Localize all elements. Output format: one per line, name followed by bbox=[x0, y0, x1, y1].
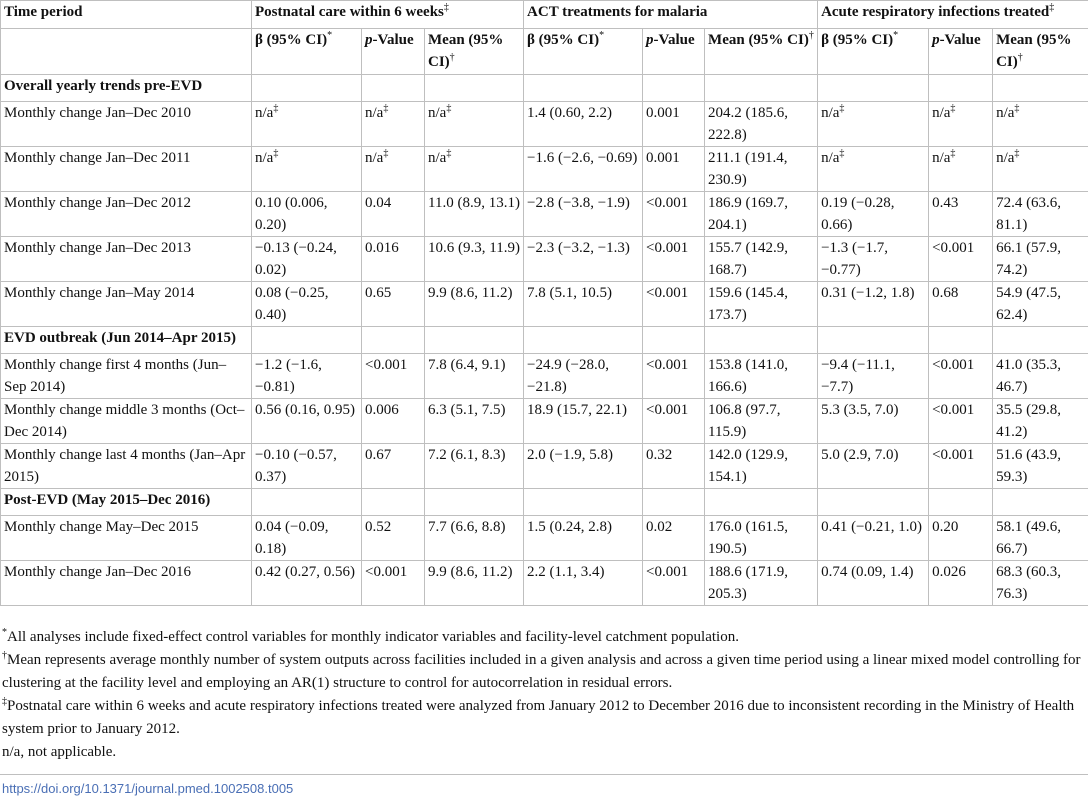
empty-cell bbox=[252, 489, 362, 516]
cell-value: n/a bbox=[996, 150, 1015, 166]
footnote-mark: * bbox=[599, 30, 605, 41]
table-cell bbox=[929, 237, 993, 282]
empty-cell bbox=[362, 489, 425, 516]
table-cell bbox=[643, 399, 705, 444]
cell-value: n/a bbox=[255, 150, 274, 166]
cell-value: 159.6 (145.4, 173.7) bbox=[708, 285, 789, 323]
cell-value: 51.6 (43.9, 59.3) bbox=[996, 447, 1062, 485]
row-label: Monthly change last 4 months (Jan–Apr 2015) bbox=[1, 444, 252, 489]
table-row bbox=[1, 192, 1088, 237]
table-cell bbox=[425, 354, 524, 399]
empty-cell bbox=[929, 75, 993, 102]
table-cell bbox=[993, 192, 1088, 237]
p-value-header bbox=[643, 29, 705, 75]
table-cell bbox=[252, 102, 362, 147]
empty-cell bbox=[705, 327, 818, 354]
table-cell bbox=[643, 516, 705, 561]
cell-value: <0.001 bbox=[646, 564, 689, 580]
cell-value: −9.4 (−11.1, −7.7) bbox=[821, 357, 895, 395]
footnote-text: n/a, not applicable. bbox=[2, 744, 117, 760]
mean-ci-label: Mean (95% CI) bbox=[996, 32, 1072, 70]
section-title: Post-EVD (May 2015–Dec 2016) bbox=[1, 489, 252, 516]
cell-value: <0.001 bbox=[932, 402, 975, 418]
table-cell bbox=[818, 192, 929, 237]
row-label: Monthly change Jan–Dec 2011 bbox=[1, 147, 252, 192]
cell-value: <0.001 bbox=[646, 195, 689, 211]
table-cell bbox=[252, 516, 362, 561]
empty-cell bbox=[643, 489, 705, 516]
beta-ci-header bbox=[818, 29, 929, 75]
section-row bbox=[1, 489, 1088, 516]
table-row bbox=[1, 147, 1088, 192]
empty-cell bbox=[929, 489, 993, 516]
table-cell bbox=[705, 282, 818, 327]
table-cell bbox=[818, 444, 929, 489]
cell-value: <0.001 bbox=[932, 447, 975, 463]
table-cell bbox=[252, 399, 362, 444]
beta-ci-label: β (95% CI) bbox=[527, 32, 600, 48]
cell-value: 0.52 bbox=[365, 519, 392, 535]
table-cell bbox=[705, 444, 818, 489]
cell-value: n/a bbox=[932, 150, 951, 166]
cell-value: 72.4 (63.6, 81.1) bbox=[996, 195, 1062, 233]
empty-cell bbox=[818, 489, 929, 516]
cell-value: 0.19 (−0.28, 0.66) bbox=[821, 195, 895, 233]
table-cell bbox=[929, 444, 993, 489]
p-value-header bbox=[929, 29, 993, 75]
table-cell bbox=[993, 399, 1088, 444]
cell-value: 7.2 (6.1, 8.3) bbox=[428, 447, 506, 463]
table-cell bbox=[252, 561, 362, 606]
empty-header-cell bbox=[1, 29, 252, 75]
table-cell bbox=[993, 516, 1088, 561]
row-label: Monthly change first 4 months (Jun–Sep 2014) bbox=[1, 354, 252, 399]
cell-value: 176.0 (161.5, 190.5) bbox=[708, 519, 789, 557]
table-row bbox=[1, 354, 1088, 399]
empty-cell bbox=[818, 75, 929, 102]
cell-value: 0.04 bbox=[365, 195, 392, 211]
footnote bbox=[2, 741, 1086, 764]
table-row bbox=[1, 444, 1088, 489]
cell-value: <0.001 bbox=[365, 564, 408, 580]
cell-value: 54.9 (47.5, 62.4) bbox=[996, 285, 1062, 323]
table-cell bbox=[993, 444, 1088, 489]
table-cell bbox=[425, 282, 524, 327]
mean-ci-header bbox=[425, 29, 524, 75]
group-label: Acute respiratory infections treated bbox=[821, 4, 1050, 20]
table-cell bbox=[643, 561, 705, 606]
group-header-ari bbox=[818, 1, 1088, 29]
cell-value: 66.1 (57.9, 74.2) bbox=[996, 240, 1062, 278]
table-cell bbox=[524, 444, 643, 489]
cell-value: 0.026 bbox=[932, 564, 966, 580]
beta-ci-label: β (95% CI) bbox=[255, 32, 328, 48]
cell-value: 6.3 (5.1, 7.5) bbox=[428, 402, 506, 418]
row-label: Monthly change Jan–Dec 2016 bbox=[1, 561, 252, 606]
table-body bbox=[1, 75, 1088, 606]
footnote-mark: * bbox=[2, 627, 7, 638]
cell-value: <0.001 bbox=[646, 357, 689, 373]
footnote-mark: ‡ bbox=[446, 148, 452, 159]
cell-value: <0.001 bbox=[365, 357, 408, 373]
cell-value: 0.001 bbox=[646, 105, 680, 121]
empty-cell bbox=[362, 327, 425, 354]
time-period-header: Time period bbox=[1, 1, 252, 29]
cell-value: <0.001 bbox=[646, 402, 689, 418]
table-cell bbox=[362, 102, 425, 147]
table-cell bbox=[818, 354, 929, 399]
cell-value: 106.8 (97.7, 115.9) bbox=[708, 402, 781, 440]
cell-value: 155.7 (142.9, 168.7) bbox=[708, 240, 789, 278]
cell-value: 211.1 (191.4, 230.9) bbox=[708, 150, 788, 188]
table-cell bbox=[425, 399, 524, 444]
cell-value: 10.6 (9.3, 11.9) bbox=[428, 240, 520, 256]
cell-value: 7.8 (5.1, 10.5) bbox=[527, 285, 613, 301]
table-cell bbox=[362, 192, 425, 237]
cell-value: n/a bbox=[428, 150, 447, 166]
row-label: Monthly change May–Dec 2015 bbox=[1, 516, 252, 561]
footnote-mark: ‡ bbox=[446, 103, 452, 114]
cell-value: <0.001 bbox=[646, 285, 689, 301]
table-cell bbox=[362, 444, 425, 489]
table-cell bbox=[993, 102, 1088, 147]
cell-value: 5.3 (3.5, 7.0) bbox=[821, 402, 899, 418]
table-cell bbox=[929, 516, 993, 561]
table-cell bbox=[362, 516, 425, 561]
row-label: Monthly change Jan–May 2014 bbox=[1, 282, 252, 327]
footnote-text: Postnatal care within 6 weeks and acute respiratory infections treated were analyzed from January 2012 to December 2016 due to inconsistent recording in the Ministry of Health system prior to January 2012. bbox=[2, 698, 1075, 737]
p-value-label: -Value bbox=[372, 32, 414, 48]
footnote bbox=[2, 695, 1086, 741]
empty-cell bbox=[993, 75, 1088, 102]
table-cell bbox=[524, 561, 643, 606]
empty-cell bbox=[643, 75, 705, 102]
footnote-text: Mean represents average monthly number of system outputs across facilities included in a given analysis and across a given time period using a linear mixed model controlling for clustering at the facility level and employing an AR(1) structure to control for autocorrelation in residual errors. bbox=[2, 652, 1081, 691]
cell-value: 153.8 (141.0, 166.6) bbox=[708, 357, 789, 395]
footnote-mark: * bbox=[893, 30, 899, 41]
cell-value: −24.9 (−28.0, −21.8) bbox=[527, 357, 609, 395]
table-cell bbox=[818, 516, 929, 561]
cell-value: 58.1 (49.6, 66.7) bbox=[996, 519, 1062, 557]
empty-cell bbox=[425, 327, 524, 354]
table-cell bbox=[524, 147, 643, 192]
table-cell bbox=[524, 282, 643, 327]
cell-value: n/a bbox=[932, 105, 951, 121]
group-header-postnatal bbox=[252, 1, 524, 29]
footnote-mark: ‡ bbox=[443, 2, 449, 13]
table-cell bbox=[425, 237, 524, 282]
table-cell bbox=[362, 282, 425, 327]
table-cell bbox=[818, 561, 929, 606]
cell-value: n/a bbox=[996, 105, 1015, 121]
cell-value: −1.3 (−1.7, −0.77) bbox=[821, 240, 888, 278]
cell-value: 1.4 (0.60, 2.2) bbox=[527, 105, 613, 121]
p-value-label: -Value bbox=[939, 32, 981, 48]
table-cell bbox=[929, 147, 993, 192]
table-cell bbox=[252, 282, 362, 327]
table-cell bbox=[362, 237, 425, 282]
footnote bbox=[2, 626, 1086, 649]
footnote-mark: ‡ bbox=[2, 696, 7, 707]
table-cell bbox=[524, 399, 643, 444]
cell-value: <0.001 bbox=[932, 240, 975, 256]
beta-ci-header bbox=[252, 29, 362, 75]
mean-ci-label: Mean (95% CI) bbox=[428, 32, 504, 70]
cell-value: 0.016 bbox=[365, 240, 399, 256]
table-cell bbox=[993, 282, 1088, 327]
empty-cell bbox=[425, 75, 524, 102]
cell-value: 9.9 (8.6, 11.2) bbox=[428, 285, 513, 301]
table-cell bbox=[425, 102, 524, 147]
table-cell bbox=[705, 399, 818, 444]
cell-value: n/a bbox=[255, 105, 274, 121]
table-cell bbox=[362, 399, 425, 444]
table-row bbox=[1, 282, 1088, 327]
empty-cell bbox=[425, 489, 524, 516]
table-cell bbox=[818, 237, 929, 282]
empty-cell bbox=[643, 327, 705, 354]
cell-value: 0.10 (0.006, 0.20) bbox=[255, 195, 328, 233]
table-cell bbox=[929, 354, 993, 399]
beta-ci-header bbox=[524, 29, 643, 75]
table-row bbox=[1, 516, 1088, 561]
row-label: Monthly change Jan–Dec 2012 bbox=[1, 192, 252, 237]
empty-cell bbox=[524, 75, 643, 102]
cell-value: 7.7 (6.6, 8.8) bbox=[428, 519, 506, 535]
empty-cell bbox=[524, 327, 643, 354]
footnote-mark: ‡ bbox=[1014, 103, 1020, 114]
footnote bbox=[2, 649, 1086, 695]
cell-value: n/a bbox=[428, 105, 447, 121]
table-row bbox=[1, 399, 1088, 444]
cell-value: 0.006 bbox=[365, 402, 399, 418]
table-cell bbox=[425, 561, 524, 606]
row-label: Monthly change Jan–Dec 2010 bbox=[1, 102, 252, 147]
cell-value: 0.04 (−0.09, 0.18) bbox=[255, 519, 329, 557]
cell-value: 2.0 (−1.9, 5.8) bbox=[527, 447, 613, 463]
cell-value: n/a bbox=[365, 105, 384, 121]
cell-value: n/a bbox=[821, 150, 840, 166]
footnote-mark: ‡ bbox=[1049, 2, 1055, 13]
cell-value: 204.2 (185.6, 222.8) bbox=[708, 105, 789, 143]
footnote-mark: ‡ bbox=[273, 148, 279, 159]
cell-value: 11.0 (8.9, 13.1) bbox=[428, 195, 520, 211]
empty-cell bbox=[993, 489, 1088, 516]
table-row bbox=[1, 237, 1088, 282]
cell-value: 186.9 (169.7, 204.1) bbox=[708, 195, 789, 233]
table-row bbox=[1, 561, 1088, 606]
table-cell bbox=[929, 399, 993, 444]
empty-cell bbox=[993, 327, 1088, 354]
table-cell bbox=[993, 147, 1088, 192]
cell-value: 2.2 (1.1, 3.4) bbox=[527, 564, 605, 580]
table-cell bbox=[929, 282, 993, 327]
cell-value: 0.001 bbox=[646, 150, 680, 166]
row-label: Monthly change Jan–Dec 2013 bbox=[1, 237, 252, 282]
cell-value: 0.68 bbox=[932, 285, 959, 301]
cell-value: −2.8 (−3.8, −1.9) bbox=[527, 195, 630, 211]
cell-value: 0.43 bbox=[932, 195, 959, 211]
cell-value: 0.02 bbox=[646, 519, 673, 535]
cell-value: 188.6 (171.9, 205.3) bbox=[708, 564, 789, 602]
section-title: Overall yearly trends pre-EVD bbox=[1, 75, 252, 102]
table-cell bbox=[362, 147, 425, 192]
table-cell bbox=[643, 147, 705, 192]
table-row bbox=[1, 102, 1088, 147]
table-cell bbox=[524, 354, 643, 399]
table-cell bbox=[643, 192, 705, 237]
section-row bbox=[1, 75, 1088, 102]
cell-value: 41.0 (35.3, 46.7) bbox=[996, 357, 1062, 395]
empty-cell bbox=[818, 327, 929, 354]
table-cell bbox=[252, 354, 362, 399]
footnote-mark: † bbox=[2, 650, 7, 661]
table-cell bbox=[818, 102, 929, 147]
table-cell bbox=[705, 561, 818, 606]
footnote-mark: † bbox=[449, 52, 455, 63]
footnote-mark: ‡ bbox=[839, 148, 845, 159]
table-cell bbox=[818, 147, 929, 192]
table-cell bbox=[643, 237, 705, 282]
cell-value: −0.13 (−0.24, 0.02) bbox=[255, 240, 337, 278]
table-cell bbox=[929, 192, 993, 237]
table-cell bbox=[643, 282, 705, 327]
table-cell bbox=[993, 354, 1088, 399]
cell-value: 0.31 (−1.2, 1.8) bbox=[821, 285, 915, 301]
table-cell bbox=[425, 516, 524, 561]
cell-value: 0.32 bbox=[646, 447, 673, 463]
mean-ci-header bbox=[993, 29, 1088, 75]
footnote-mark: * bbox=[327, 30, 333, 41]
table-cell bbox=[643, 102, 705, 147]
empty-cell bbox=[929, 327, 993, 354]
footnote-mark: ‡ bbox=[383, 103, 389, 114]
footnote-mark: ‡ bbox=[273, 103, 279, 114]
footnote-mark: ‡ bbox=[839, 103, 845, 114]
cell-value: 0.56 (0.16, 0.95) bbox=[255, 402, 355, 418]
footnote-mark: ‡ bbox=[950, 148, 956, 159]
table-cell bbox=[524, 237, 643, 282]
footnote-mark: ‡ bbox=[1014, 148, 1020, 159]
table-cell bbox=[524, 192, 643, 237]
empty-cell bbox=[705, 75, 818, 102]
table-cell bbox=[524, 102, 643, 147]
table-cell bbox=[993, 237, 1088, 282]
footnote-mark: † bbox=[808, 30, 814, 41]
cell-value: −1.6 (−2.6, −0.69) bbox=[527, 150, 638, 166]
table-cell bbox=[252, 192, 362, 237]
group-label: Postnatal care within 6 weeks bbox=[255, 4, 444, 20]
p-letter: p bbox=[365, 32, 373, 48]
table-cell bbox=[425, 192, 524, 237]
mean-ci-label: Mean (95% CI) bbox=[708, 32, 809, 48]
cell-value: 0.41 (−0.21, 1.0) bbox=[821, 519, 923, 535]
footnotes bbox=[0, 606, 1088, 764]
row-label: Monthly change middle 3 months (Oct–Dec 2014) bbox=[1, 399, 252, 444]
table-cell bbox=[252, 237, 362, 282]
cell-value: −1.2 (−1.6, −0.81) bbox=[255, 357, 322, 395]
table-cell bbox=[993, 561, 1088, 606]
table-cell bbox=[705, 147, 818, 192]
table-cell bbox=[252, 147, 362, 192]
cell-value: −0.10 (−0.57, 0.37) bbox=[255, 447, 337, 485]
section-title: EVD outbreak (Jun 2014–Apr 2015) bbox=[1, 327, 252, 354]
cell-value: 1.5 (0.24, 2.8) bbox=[527, 519, 613, 535]
cell-value: 18.9 (15.7, 22.1) bbox=[527, 402, 628, 418]
p-value-label: -Value bbox=[653, 32, 695, 48]
table-cell bbox=[705, 354, 818, 399]
table-cell bbox=[705, 516, 818, 561]
table-cell bbox=[643, 444, 705, 489]
cell-value: 68.3 (60.3, 76.3) bbox=[996, 564, 1062, 602]
group-header-act bbox=[524, 1, 818, 29]
footnote-mark: † bbox=[1017, 52, 1023, 63]
cell-value: 0.74 (0.09, 1.4) bbox=[821, 564, 914, 580]
mean-ci-header bbox=[705, 29, 818, 75]
table-cell bbox=[929, 102, 993, 147]
cell-value: 5.0 (2.9, 7.0) bbox=[821, 447, 899, 463]
table-cell bbox=[524, 516, 643, 561]
table-cell bbox=[425, 147, 524, 192]
footnote-mark: ‡ bbox=[950, 103, 956, 114]
empty-cell bbox=[252, 327, 362, 354]
table-cell bbox=[362, 354, 425, 399]
cell-value: <0.001 bbox=[932, 357, 975, 373]
doi-link[interactable]: https://doi.org/10.1371/journal.pmed.1002508.t005 bbox=[2, 781, 294, 796]
p-value-header bbox=[362, 29, 425, 75]
cell-value: 0.20 bbox=[932, 519, 959, 535]
empty-cell bbox=[362, 75, 425, 102]
cell-value: 0.42 (0.27, 0.56) bbox=[255, 564, 355, 580]
cell-value: 9.9 (8.6, 11.2) bbox=[428, 564, 513, 580]
table-cell bbox=[818, 282, 929, 327]
footnote-text: All analyses include fixed-effect control variables for monthly indicator variables and facility-level catchment population. bbox=[7, 629, 739, 645]
table-cell bbox=[929, 561, 993, 606]
cell-value: 0.65 bbox=[365, 285, 392, 301]
empty-cell bbox=[524, 489, 643, 516]
cell-value: 35.5 (29.8, 41.2) bbox=[996, 402, 1062, 440]
empty-cell bbox=[252, 75, 362, 102]
cell-value: 142.0 (129.9, 154.1) bbox=[708, 447, 789, 485]
cell-value: <0.001 bbox=[646, 240, 689, 256]
table-cell bbox=[425, 444, 524, 489]
table-cell bbox=[705, 192, 818, 237]
cell-value: n/a bbox=[821, 105, 840, 121]
table-cell bbox=[818, 399, 929, 444]
cell-value: 0.67 bbox=[365, 447, 392, 463]
section-row bbox=[1, 327, 1088, 354]
cell-value: 7.8 (6.4, 9.1) bbox=[428, 357, 506, 373]
beta-ci-label: β (95% CI) bbox=[821, 32, 894, 48]
table-cell bbox=[705, 102, 818, 147]
table-cell bbox=[643, 354, 705, 399]
table-cell bbox=[252, 444, 362, 489]
p-letter: p bbox=[932, 32, 940, 48]
cell-value: −2.3 (−3.2, −1.3) bbox=[527, 240, 630, 256]
p-letter: p bbox=[646, 32, 654, 48]
empty-cell bbox=[705, 489, 818, 516]
cell-value: 0.08 (−0.25, 0.40) bbox=[255, 285, 329, 323]
group-header-row bbox=[1, 1, 1088, 29]
sub-header-row bbox=[1, 29, 1088, 75]
table-cell bbox=[362, 561, 425, 606]
cell-value: n/a bbox=[365, 150, 384, 166]
footnote-mark: ‡ bbox=[383, 148, 389, 159]
group-label: ACT treatments for malaria bbox=[527, 4, 708, 20]
table-cell bbox=[705, 237, 818, 282]
